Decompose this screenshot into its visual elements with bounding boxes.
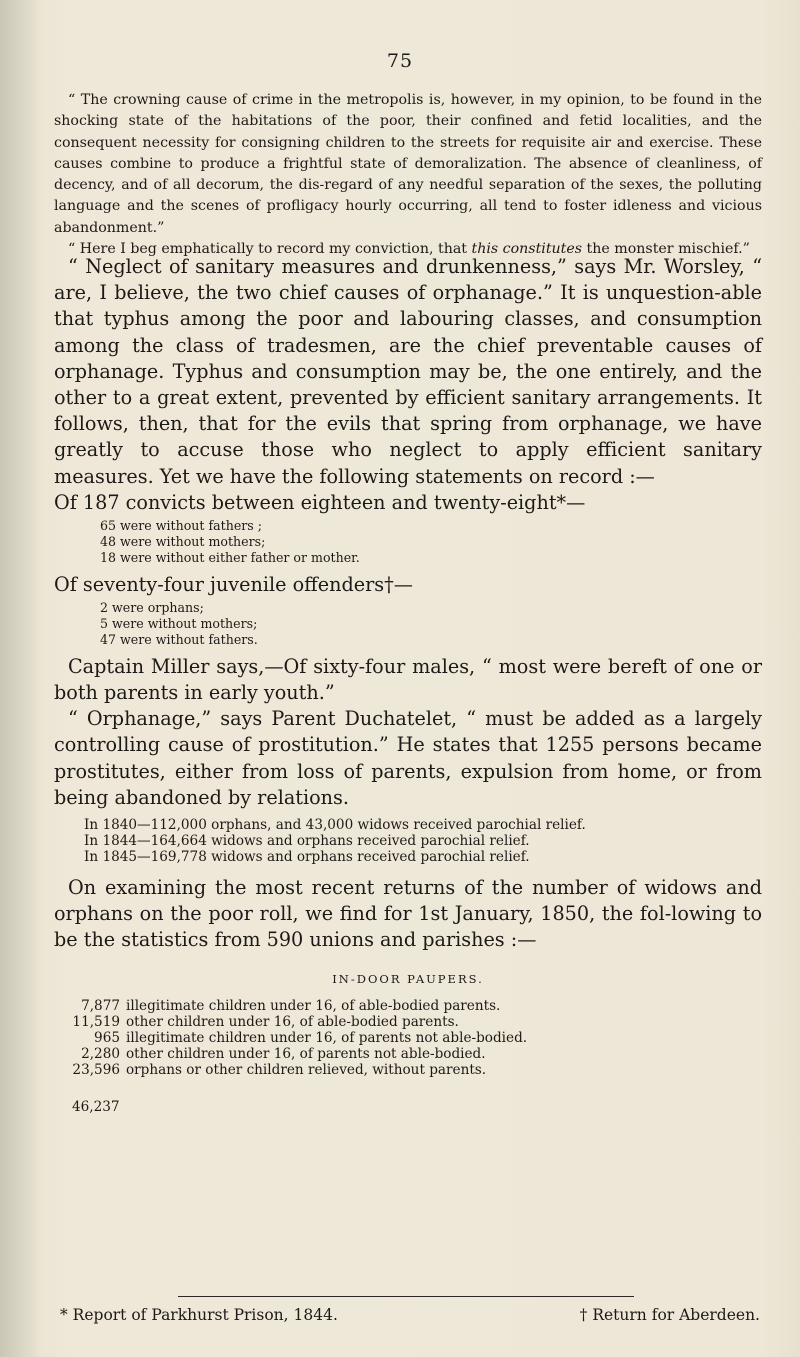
row-number: 11,519 — [72, 1013, 120, 1030]
list-item: 5 were without mothers; — [100, 615, 258, 631]
list-item: 18 were without either father or mother. — [100, 549, 360, 565]
row-number: 2,280 — [81, 1045, 120, 1062]
opening-quote — [54, 90, 762, 260]
footnote-left: * Report of Parkhurst Prison, 1844. — [60, 1306, 338, 1324]
convicts-lead: Of 187 convicts between eighteen and twenty-eight*— — [54, 490, 586, 514]
row-text: other children under 16, of parents not able-bodied. — [126, 1045, 486, 1062]
list-item: In 1845—169,778 widows and orphans received parochial relief. — [84, 849, 530, 866]
footnote-divider — [178, 1296, 634, 1297]
row-text: illegitimate children under 16, of able-bodied parents. — [126, 997, 501, 1014]
duchatelet-paragraph: “ Orphanage,” says Parent Duchatelet, “ must be added as a largely controlling cause of prostitution.” He states that 1255 persons became prostitutes, either from loss of parents, expulsion from home, or from being abandoned by relations. — [54, 707, 762, 809]
table-row — [72, 1062, 762, 1078]
page-number: 75 — [386, 50, 414, 72]
list-item: In 1840—112,000 orphans, and 43,000 widows received parochial relief. — [84, 817, 586, 834]
miller-paragraph: Captain Miller says,—Of sixty-four males, “ most were bereft of one or both parents in early youth.” — [54, 654, 762, 705]
table-row — [72, 1030, 762, 1046]
main-paragraph: “ Neglect of sanitary measures and drunkenness,” says Mr. Worsley, “ are, I believe, the two chief causes of orphanage.” It is unquestion-able that typhus among the poor and labouring classes, and consumption among the class of tradesmen, are the chief preventable causes of orphanage. Typhus and consumption may be, the one entirely, and the other to a great extent, prevented by efficient sanitary arrangements. It follows, then, that for the evils that spring from orphanage, we have greatly to accuse those who neglect to apply efficient sanitary measures. Yet we have the following statements on record :— — [54, 255, 762, 488]
paupers-table — [72, 998, 762, 1078]
row-number: 7,877 — [81, 997, 120, 1014]
table-row — [72, 1046, 762, 1062]
list-item: 48 were without mothers; — [100, 533, 266, 549]
row-text: other children under 16, of able-bodied parents. — [126, 1013, 459, 1030]
footnotes — [60, 1306, 760, 1324]
juvenile-list — [100, 600, 762, 648]
table-heading: IN-DOOR PAUPERS. — [332, 971, 484, 986]
returns-paragraph: On examining the most recent returns of the number of widows and orphans on the poor roll, we find for 1st January, 1850, the fol-lowing to be the statistics from 590 unions and parishes :— — [54, 876, 762, 952]
row-number: 23,596 — [72, 1061, 120, 1078]
row-text: illegitimate children under 16, of parents not able-bodied. — [126, 1029, 528, 1046]
quote-p2-start: “ Here I beg emphatically to record my conviction, that — [68, 241, 472, 258]
juvenile-lead: Of seventy-four juvenile offenders†— — [54, 572, 413, 596]
quote-paragraph-1: “ The crowning cause of crime in the metropolis is, however, in my opinion, to be found in the shocking state of the habitations of the poor, their confined and fetid localities, and the consequent necessity for consigning children to the streets for requisite air and exercise. These causes combine to produce a frightful state of demoralization. The absence of cleanliness, of decency, and of all decorum, the dis-regard of any needful separation of the sexes, the polluting language and the scenes of profligacy hourly occurring, all tend to foster idleness and vicious abandonment.” — [54, 92, 762, 236]
list-item: In 1844—164,664 widows and orphans received parochial relief. — [84, 833, 530, 850]
body-text — [54, 254, 762, 1120]
row-number: 965 — [94, 1029, 120, 1046]
quote-p2-emphasis: this constitutes — [471, 241, 583, 258]
table-row — [72, 1014, 762, 1030]
list-item: 47 were without fathers. — [100, 631, 258, 647]
table-row — [72, 998, 762, 1014]
relief-list — [84, 817, 762, 865]
list-item: 2 were orphans; — [100, 599, 204, 615]
quote-p2-end: the monster mischief.” — [582, 241, 750, 258]
book-spine-shadow — [0, 0, 40, 1357]
footnote-right: † Return for Aberdeen. — [579, 1306, 760, 1324]
table-total: 46,237 — [72, 1098, 120, 1115]
list-item: 65 were without fathers ; — [100, 517, 262, 533]
row-text: orphans or other children relieved, without parents. — [126, 1061, 487, 1078]
convicts-list — [100, 518, 762, 566]
